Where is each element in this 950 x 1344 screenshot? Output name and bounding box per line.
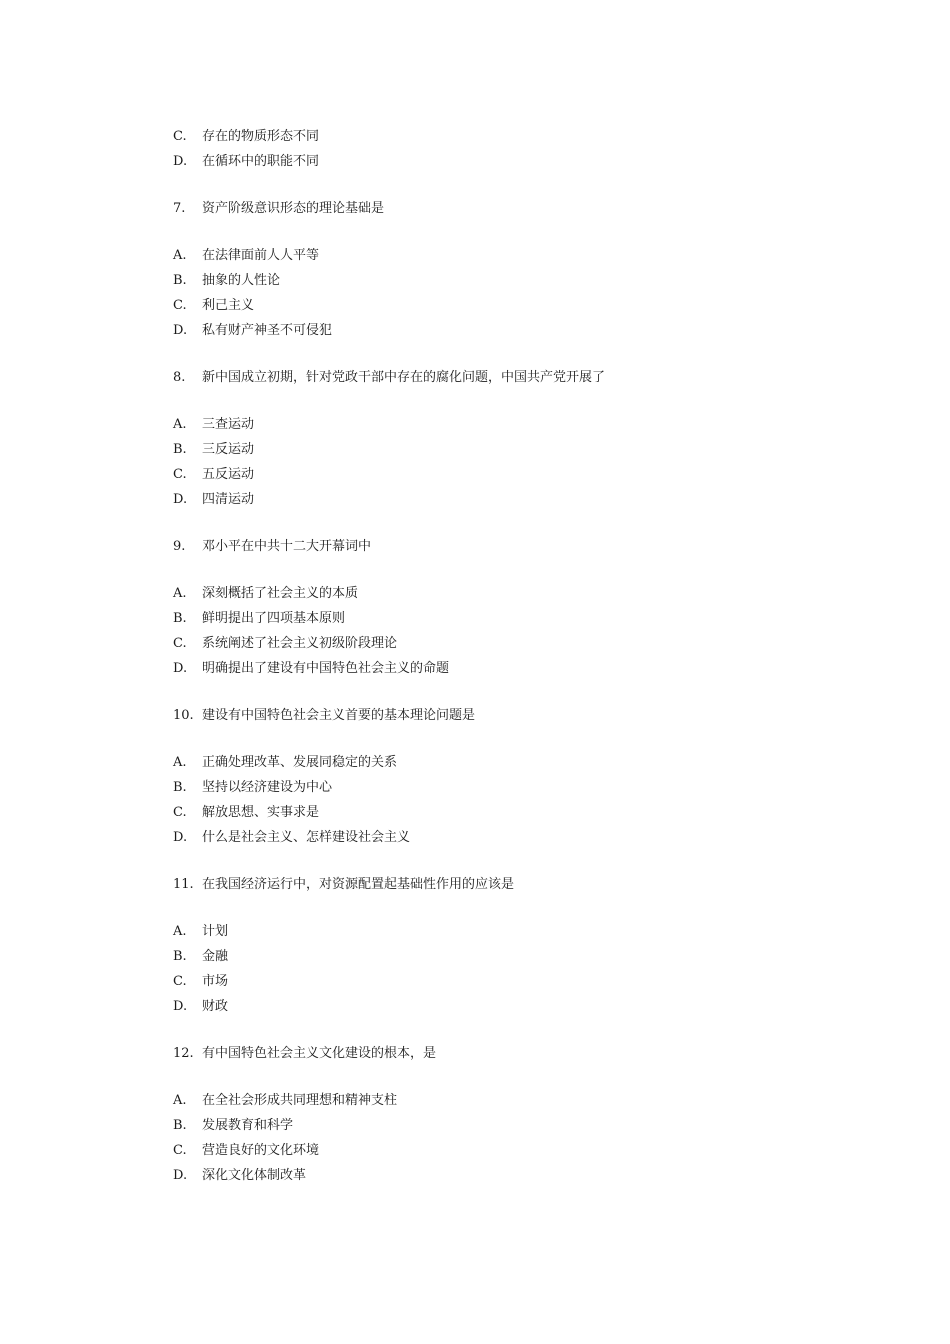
question-block bbox=[173, 872, 873, 1019]
option-line bbox=[173, 318, 873, 343]
question-stem bbox=[173, 872, 873, 897]
option-text: 存在的物质形态不同 bbox=[202, 129, 320, 144]
option-line bbox=[173, 656, 873, 681]
question-number: 12. bbox=[173, 1046, 194, 1061]
option-line bbox=[173, 825, 873, 850]
option-line bbox=[173, 606, 873, 631]
option-key: D. bbox=[173, 999, 188, 1014]
option-line bbox=[173, 268, 873, 293]
question-text: 有中国特色社会主义文化建设的根本，是 bbox=[202, 1046, 437, 1061]
option-text: 私有财产神圣不可侵犯 bbox=[202, 323, 333, 338]
option-line bbox=[173, 412, 873, 437]
option-key: B. bbox=[173, 273, 187, 288]
option-key: C. bbox=[173, 974, 187, 989]
option-key: A. bbox=[173, 755, 187, 770]
option-line bbox=[173, 1113, 873, 1138]
option-line bbox=[173, 487, 873, 512]
option-key: A. bbox=[173, 586, 187, 601]
option-line bbox=[173, 750, 873, 775]
option-text: 三查运动 bbox=[202, 417, 255, 432]
spacer bbox=[173, 728, 873, 750]
option-line bbox=[173, 969, 873, 994]
option-text: 明确提出了建设有中国特色社会主义的命题 bbox=[202, 661, 450, 676]
question-number: 8. bbox=[173, 370, 186, 385]
option-text: 系统阐述了社会主义初级阶段理论 bbox=[202, 636, 398, 651]
question-text: 新中国成立初期，针对党政干部中存在的腐化问题，中国共产党开展了 bbox=[202, 370, 606, 385]
spacer bbox=[173, 897, 873, 919]
question-stem bbox=[173, 365, 873, 390]
question-text: 邓小平在中共十二大开幕词中 bbox=[202, 539, 372, 554]
option-text: 鲜明提出了四项基本原则 bbox=[202, 611, 346, 626]
spacer bbox=[173, 850, 873, 872]
option-key: B. bbox=[173, 611, 187, 626]
question-text: 资产阶级意识形态的理论基础是 bbox=[202, 201, 385, 216]
option-line bbox=[173, 581, 873, 606]
option-key: A. bbox=[173, 417, 187, 432]
option-line bbox=[173, 243, 873, 268]
spacer bbox=[173, 1019, 873, 1041]
option-text: 营造良好的文化环境 bbox=[202, 1143, 320, 1158]
option-line bbox=[173, 124, 873, 149]
question-number: 9. bbox=[173, 539, 186, 554]
option-key: C. bbox=[173, 467, 187, 482]
question-text: 在我国经济运行中，对资源配置起基础性作用的应该是 bbox=[202, 877, 515, 892]
option-key: B. bbox=[173, 1118, 187, 1133]
question-number: 7. bbox=[173, 201, 186, 216]
option-line bbox=[173, 1163, 873, 1188]
option-text: 什么是社会主义、怎样建设社会主义 bbox=[202, 830, 411, 845]
question-text: 建设有中国特色社会主义首要的基本理论问题是 bbox=[202, 708, 476, 723]
option-text: 三反运动 bbox=[202, 442, 255, 457]
option-line bbox=[173, 800, 873, 825]
option-key: C. bbox=[173, 636, 187, 651]
option-text: 五反运动 bbox=[202, 467, 255, 482]
option-text: 市场 bbox=[202, 974, 229, 989]
option-line bbox=[173, 919, 873, 944]
question-number: 10. bbox=[173, 708, 194, 723]
option-text: 利己主义 bbox=[202, 298, 255, 313]
option-text: 坚持以经济建设为中心 bbox=[202, 780, 333, 795]
spacer bbox=[173, 390, 873, 412]
option-key: D. bbox=[173, 323, 188, 338]
option-key: D. bbox=[173, 154, 188, 169]
spacer bbox=[173, 512, 873, 534]
option-line bbox=[173, 944, 873, 969]
spacer bbox=[173, 343, 873, 365]
option-key: C. bbox=[173, 129, 187, 144]
option-key: D. bbox=[173, 661, 188, 676]
spacer bbox=[173, 559, 873, 581]
exam-document bbox=[173, 124, 873, 1188]
question-number: 11. bbox=[173, 877, 194, 892]
option-text: 计划 bbox=[202, 924, 229, 939]
question-block bbox=[173, 196, 873, 343]
option-key: A. bbox=[173, 924, 187, 939]
option-text: 四清运动 bbox=[202, 492, 255, 507]
question-stem bbox=[173, 196, 873, 221]
option-key: B. bbox=[173, 949, 187, 964]
option-text: 深化文化体制改革 bbox=[202, 1168, 307, 1183]
option-line bbox=[173, 149, 873, 174]
option-text: 在全社会形成共同理想和精神支柱 bbox=[202, 1093, 398, 1108]
question-block bbox=[173, 1041, 873, 1188]
option-text: 财政 bbox=[202, 999, 229, 1014]
option-text: 解放思想、实事求是 bbox=[202, 805, 320, 820]
option-line bbox=[173, 1138, 873, 1163]
option-key: D. bbox=[173, 1168, 188, 1183]
option-text: 正确处理改革、发展同稳定的关系 bbox=[202, 755, 398, 770]
option-text: 深刻概括了社会主义的本质 bbox=[202, 586, 359, 601]
option-key: C. bbox=[173, 1143, 187, 1158]
question-block bbox=[173, 365, 873, 512]
option-key: C. bbox=[173, 805, 187, 820]
option-text: 在法律面前人人平等 bbox=[202, 248, 320, 263]
option-line bbox=[173, 462, 873, 487]
question-block bbox=[173, 534, 873, 681]
option-text: 在循环中的职能不同 bbox=[202, 154, 320, 169]
spacer bbox=[173, 1066, 873, 1088]
option-text: 发展教育和科学 bbox=[202, 1118, 294, 1133]
option-key: C. bbox=[173, 298, 187, 313]
option-line bbox=[173, 775, 873, 800]
option-key: A. bbox=[173, 248, 187, 263]
question-stem bbox=[173, 703, 873, 728]
spacer bbox=[173, 681, 873, 703]
option-key: D. bbox=[173, 492, 188, 507]
question-stem bbox=[173, 534, 873, 559]
option-text: 抽象的人性论 bbox=[202, 273, 281, 288]
spacer bbox=[173, 221, 873, 243]
option-line bbox=[173, 631, 873, 656]
option-key: D. bbox=[173, 830, 188, 845]
option-line bbox=[173, 293, 873, 318]
option-text: 金融 bbox=[202, 949, 229, 964]
option-key: B. bbox=[173, 780, 187, 795]
question-block bbox=[173, 703, 873, 850]
option-line bbox=[173, 437, 873, 462]
question-list bbox=[173, 174, 873, 1188]
option-line bbox=[173, 994, 873, 1019]
option-line bbox=[173, 1088, 873, 1113]
spacer bbox=[173, 174, 873, 196]
question-stem bbox=[173, 1041, 873, 1066]
option-key: B. bbox=[173, 442, 187, 457]
leading-options bbox=[173, 124, 873, 174]
option-key: A. bbox=[173, 1093, 187, 1108]
